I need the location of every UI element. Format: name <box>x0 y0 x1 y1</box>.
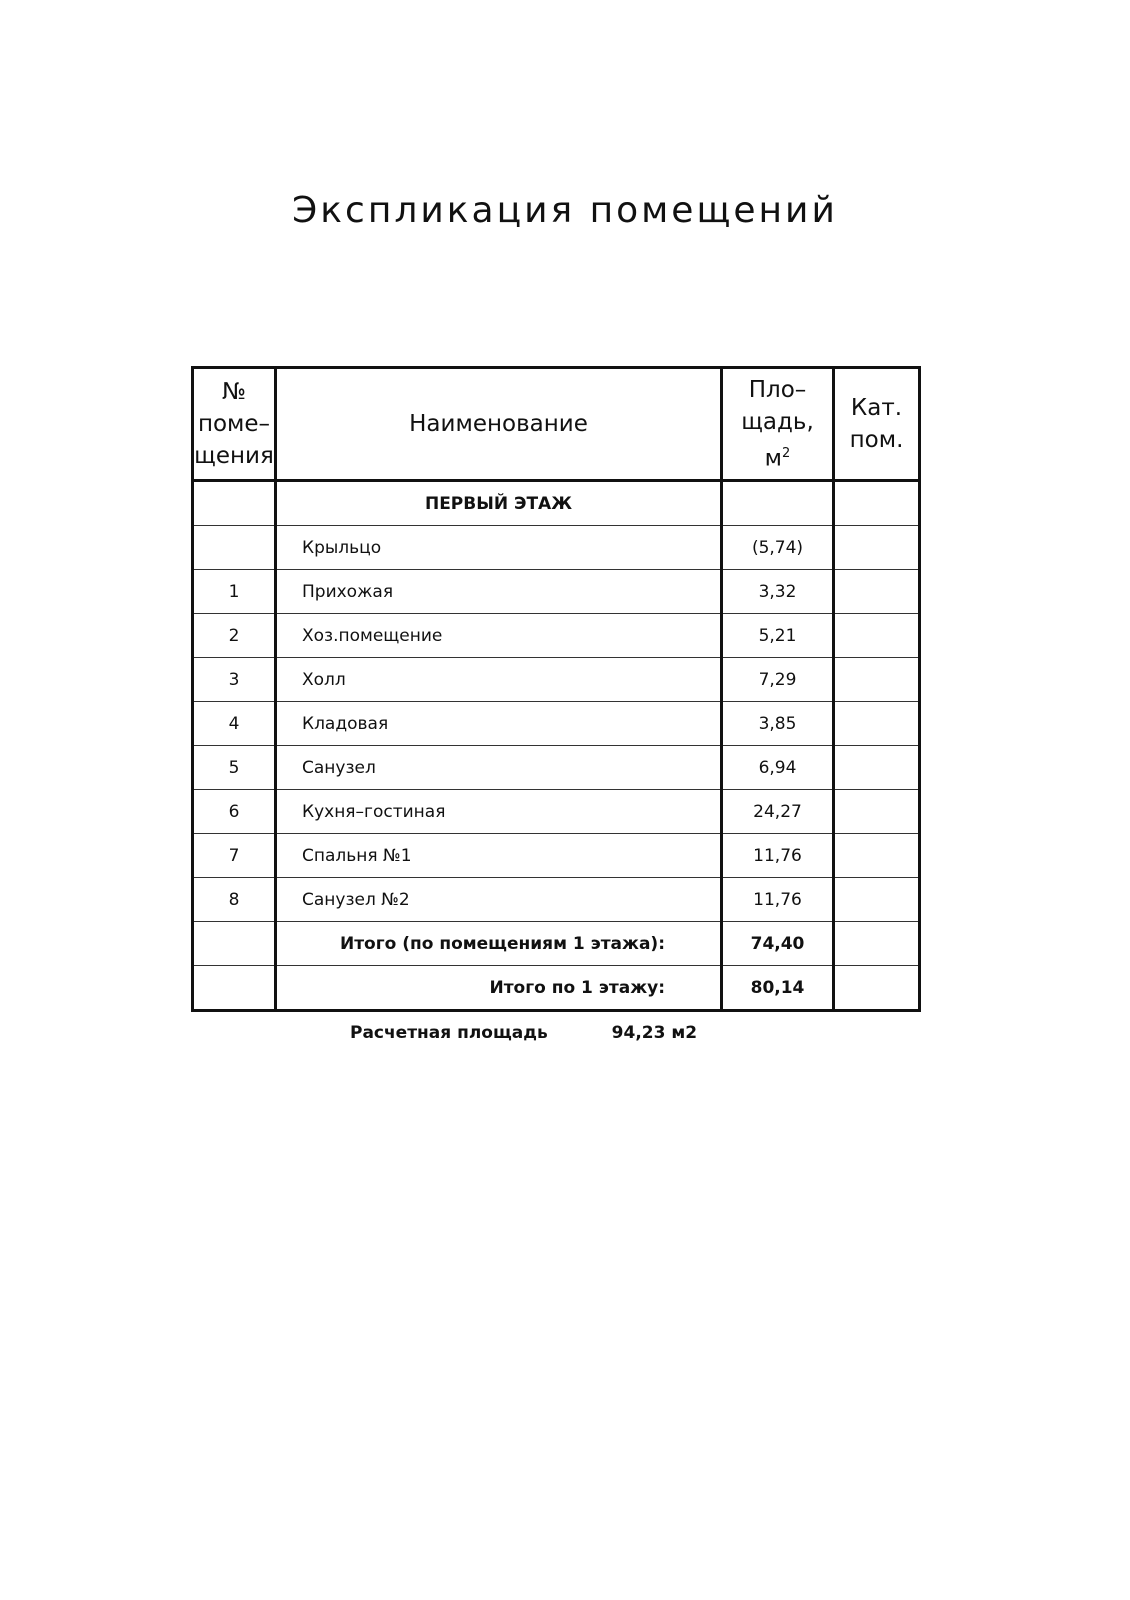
table-row <box>193 834 920 878</box>
cell-number: 5 <box>193 746 276 790</box>
cell-name: Прихожая <box>276 570 722 614</box>
total-area: 74,40 <box>722 922 834 966</box>
cell-number: 4 <box>193 702 276 746</box>
cell-name: Спальня №1 <box>276 834 722 878</box>
cell-area: 6,94 <box>722 746 834 790</box>
header-category-line: Кат. <box>850 395 903 421</box>
cell-number: 8 <box>193 878 276 922</box>
header-name: Наименование <box>276 368 722 481</box>
cell-name: Санузел <box>276 746 722 790</box>
calculated-area-label: Расчетная площадь <box>350 1023 548 1043</box>
cell-area: 11,76 <box>722 834 834 878</box>
cell-number: 7 <box>193 834 276 878</box>
cell-category <box>834 702 920 746</box>
header-number-line: щения <box>194 443 274 469</box>
cell-category <box>834 922 920 966</box>
cell-number: 3 <box>193 658 276 702</box>
header-area-unit-text: м <box>764 445 783 472</box>
table-row <box>193 658 920 702</box>
cell-number <box>193 966 276 1011</box>
table-row <box>193 526 920 570</box>
header-number-line: поме– <box>197 411 271 437</box>
cell-name: Санузел №2 <box>276 878 722 922</box>
cell-number: 1 <box>193 570 276 614</box>
document-title: Экспликация помещений <box>292 190 838 231</box>
cell-number <box>193 526 276 570</box>
cell-name: Кладовая <box>276 702 722 746</box>
total-label: Итого (по помещениям 1 этажа): <box>276 922 722 966</box>
calculated-area <box>350 1023 697 1043</box>
cell-category <box>834 966 920 1011</box>
cell-area: 24,27 <box>722 790 834 834</box>
cell-category <box>834 614 920 658</box>
header-area-line: Пло– <box>748 376 807 403</box>
cell-area: 3,85 <box>722 702 834 746</box>
header-number-line: № <box>222 379 246 405</box>
cell-number <box>193 481 276 526</box>
section-row <box>193 481 920 526</box>
total-area: 80,14 <box>722 966 834 1011</box>
total-label: Итого по 1 этажу: <box>276 966 722 1011</box>
table-row <box>193 702 920 746</box>
cell-category <box>834 878 920 922</box>
cell-category <box>834 834 920 878</box>
table-row <box>193 746 920 790</box>
total-row-rooms <box>193 922 920 966</box>
cell-name: Кухня–гостиная <box>276 790 722 834</box>
cell-area: 7,29 <box>722 658 834 702</box>
cell-number: 2 <box>193 614 276 658</box>
cell-name: Хоз.помещение <box>276 614 722 658</box>
header-category-line: пом. <box>849 427 904 453</box>
table-row <box>193 570 920 614</box>
header-area <box>722 368 834 481</box>
table-row <box>193 878 920 922</box>
header-area-unit <box>723 438 832 475</box>
cell-area: 5,21 <box>722 614 834 658</box>
cell-area: 3,32 <box>722 570 834 614</box>
cell-area <box>722 481 834 526</box>
cell-name: Крыльцо <box>276 526 722 570</box>
rooms-explication-table <box>191 366 921 1012</box>
calculated-area-value: 94,23 м2 <box>611 1023 698 1043</box>
cell-category <box>834 481 920 526</box>
cell-area: 11,76 <box>722 878 834 922</box>
cell-category <box>834 570 920 614</box>
cell-category <box>834 658 920 702</box>
table-row <box>193 614 920 658</box>
table-row <box>193 790 920 834</box>
section-label: ПЕРВЫЙ ЭТАЖ <box>276 481 722 526</box>
cell-area: (5,74) <box>722 526 834 570</box>
header-category <box>834 368 920 481</box>
total-row-floor <box>193 966 920 1011</box>
cell-category <box>834 746 920 790</box>
cell-name: Холл <box>276 658 722 702</box>
cell-number: 6 <box>193 790 276 834</box>
header-row <box>193 368 920 481</box>
header-area-sup: 2 <box>782 445 791 461</box>
header-area-line: щадь, <box>741 408 814 435</box>
cell-category <box>834 790 920 834</box>
header-number <box>193 368 276 481</box>
cell-number <box>193 922 276 966</box>
cell-category <box>834 526 920 570</box>
